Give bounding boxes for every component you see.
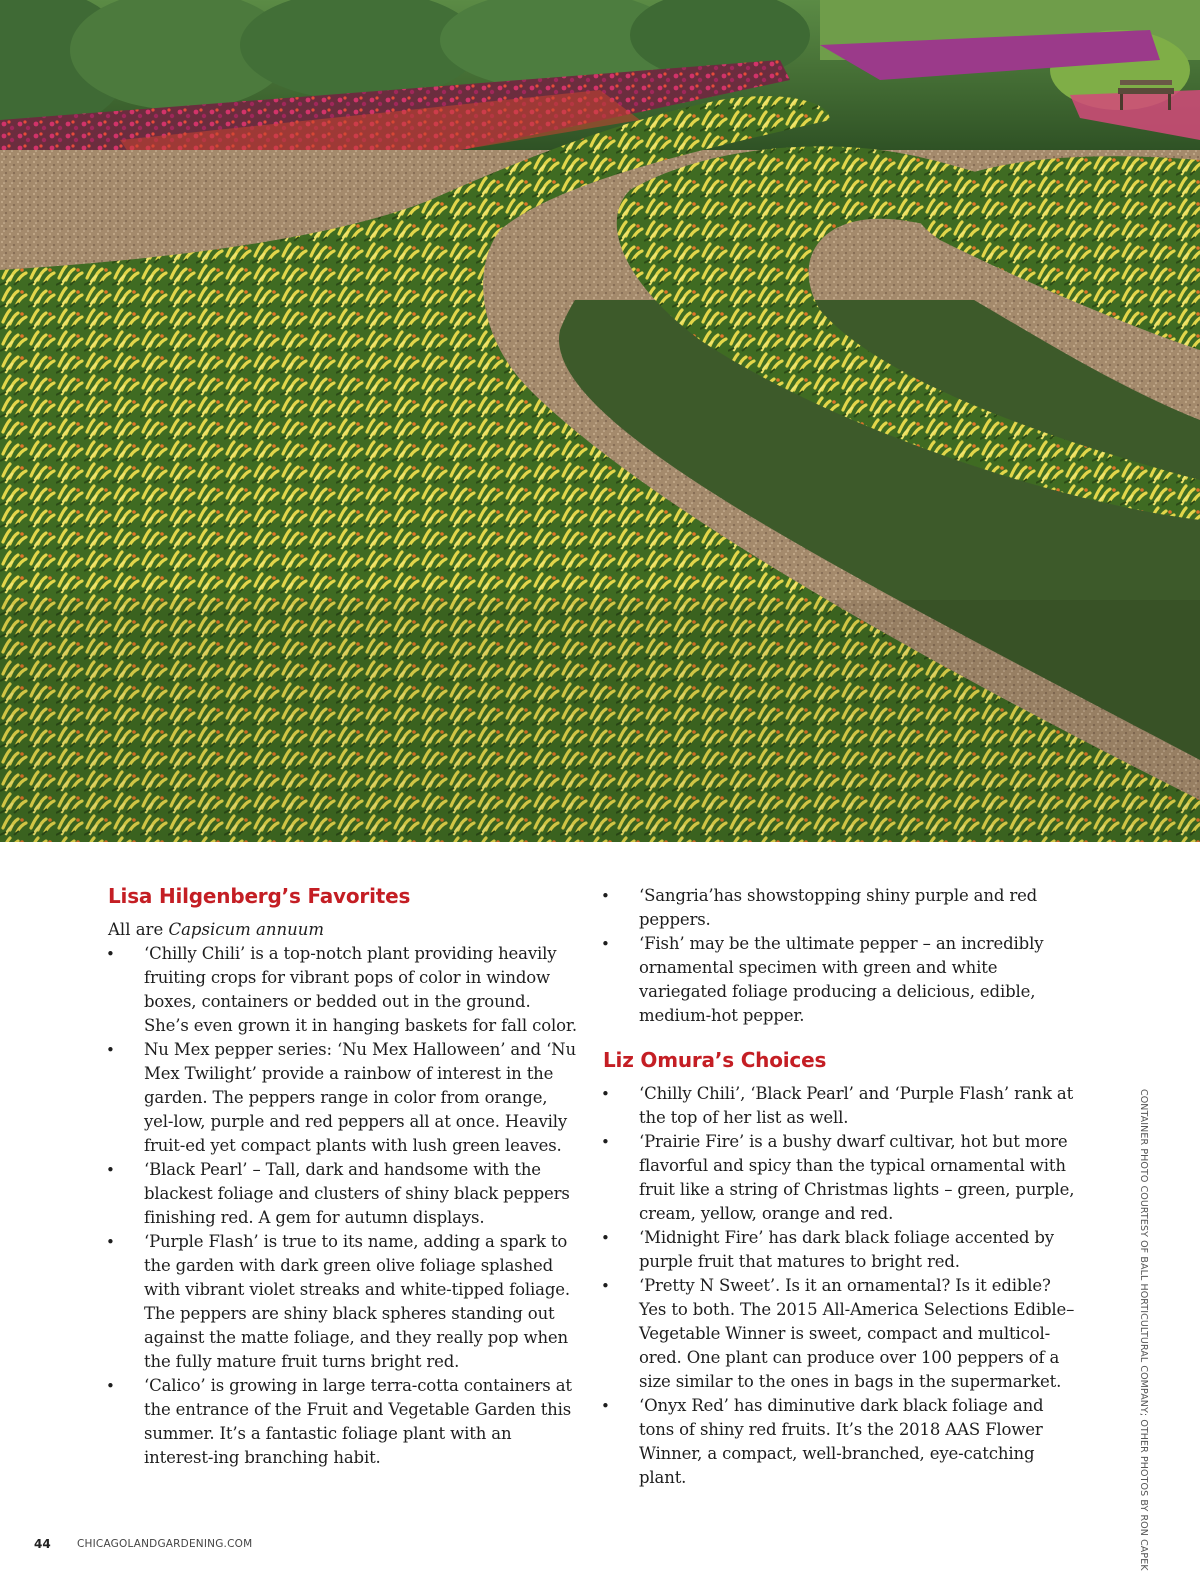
intro-line (108, 918, 578, 942)
list-item: • ‘Purple Flash’ is true to its name, adding a spark to the garden with dark green olive foliage splashed with vibrant violet streaks and white-tipped foliage. The peppers are shiny black spheres standing out against the matte foliage, and they really pop when the fully mature fruit turns bright red. (108, 1230, 578, 1374)
list-item: • ‘Chilly Chili’, ‘Black Pearl’ and ‘Purple Flash’ rank at the top of her list as well. (603, 1082, 1078, 1130)
list-item: • ‘Onyx Red’ has diminutive dark black foliage and tons of shiny red fruits. It’s the 2018 AAS Flower Winner, a compact, well-branched, eye-catching plant. (603, 1394, 1078, 1490)
section-heading-lisa: Lisa Hilgenberg’s Favorites (108, 884, 411, 908)
list-item: • ‘Pretty N Sweet’. Is it an ornamental? Is it edible? Yes to both. The 2015 All-America Selections Edible–Vegetable Winner is sweet, compact and multicol-ored. One plant can produce over 100 peppers of a size similar to the ones in bags in the supermarket. (603, 1274, 1078, 1394)
list-item: • ‘Midnight Fire’ has dark black foliage accented by purple fruit that matures to bright red. (603, 1226, 1078, 1274)
species-name: Capsicum annuum (168, 920, 324, 939)
list-item: • ‘Chilly Chili’ is a top-notch plant providing heavily fruiting crops for vibrant pops of color in window boxes, containers or bedded out in the ground. She’s even grown it in hanging baskets for fall color. (108, 942, 578, 1038)
footer-site-link[interactable]: CHICAGOLANDGARDENING.COM (77, 1538, 253, 1550)
lisa-favorites-list-continued (603, 884, 1078, 1028)
list-item: • ‘Prairie Fire’ is a bushy dwarf cultivar, hot but more flavorful and spicy than the typical ornamental with fruit like a string of Christmas lights – green, purple, cream, yellow, orange and red. (603, 1130, 1078, 1226)
list-item: • ‘Black Pearl’ – Tall, dark and handsome with the blackest foliage and clusters of shiny black peppers finishing red. A gem for autumn displays. (108, 1158, 578, 1230)
left-column (108, 882, 578, 1470)
page-number: 44 (34, 1537, 51, 1551)
lisa-favorites-list (108, 942, 578, 1470)
section-heading-liz: Liz Omura’s Choices (603, 1048, 827, 1072)
photo-credit (1135, 1089, 1151, 1571)
list-item: • ‘Calico’ is growing in large terra-cotta containers at the entrance of the Fruit and Vegetable Garden this summer. It’s a fantastic foliage plant with an interest-ing branching habit. (108, 1374, 578, 1470)
photo-credit-text: CONTAINER PHOTO COURTESY OF BALL HORTICULTURAL COMPANY; OTHER PHOTOS BY RON CAPEK (1138, 1089, 1149, 1571)
list-item: • Nu Mex pepper series: ‘Nu Mex Halloween’ and ‘Nu Mex Twilight’ provide a rainbow of interest in the garden. The peppers range in color from orange, yel-low, purple and red peppers all at once. Heavily fruit-ed yet compact plants with lush green leaves. (108, 1038, 578, 1158)
list-item: • ‘Sangria’has showstopping shiny purple and red peppers. (603, 884, 1078, 932)
liz-choices-list (603, 1082, 1078, 1490)
right-column (603, 884, 1078, 1490)
intro-prefix: All are (108, 920, 169, 939)
list-item: • ‘Fish’ may be the ultimate pepper – an incredibly ornamental specimen with green and white variegated foliage producing a delicious, edible, medium-hot pepper. (603, 932, 1078, 1028)
